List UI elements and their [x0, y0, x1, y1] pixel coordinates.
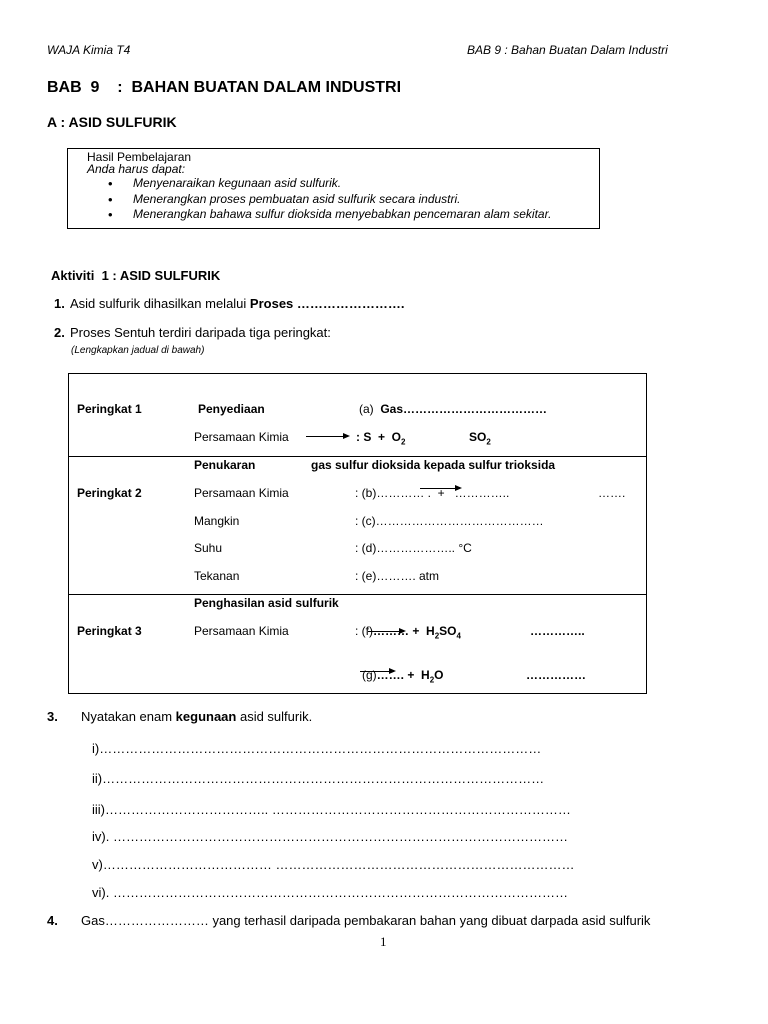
answer-line[interactable]: iii)……………………………….. ……………………………………………………………: [92, 802, 571, 817]
reaction-arrow-icon: [368, 631, 404, 632]
activity-heading: Aktiviti 1 : ASID SULFURIK: [51, 268, 221, 283]
stage1-eq-lhs-sub: 2: [401, 437, 406, 447]
q4-text[interactable]: Gas…………………… yang terhasil daripada pembakaran bahan yang dibuat darpada asid sulfurik: [81, 913, 651, 928]
outcome-item: • Menerangkan proses pembuatan asid sulfurik secara industri.: [108, 192, 551, 208]
stage2-eq-blank[interactable]: : (b)………… . + …………..: [355, 486, 510, 500]
stage1-eq-rhs-text: SO: [469, 430, 487, 444]
table-divider: [69, 456, 646, 457]
answer-line[interactable]: ii)…………………………………………………………………………………………: [92, 771, 545, 786]
temperature-label: Suhu: [194, 541, 223, 555]
q1-answer-blank[interactable]: …………………….: [293, 296, 405, 311]
stage2-eq-tail[interactable]: …….: [598, 486, 626, 500]
q2-number: 2.: [54, 325, 65, 340]
catalyst-blank[interactable]: : (c)……………………………………: [355, 514, 544, 528]
q1-number: 1.: [54, 296, 65, 311]
answer-line[interactable]: iv). ……………………………………………………………………………………………: [92, 829, 568, 844]
stage3-g-label: (g): [362, 668, 377, 682]
q1-bold: Proses: [249, 296, 294, 311]
stage3-f-blank[interactable]: ……… + H: [373, 624, 435, 638]
outcomes-subheading: Anda harus dapat:: [87, 162, 186, 176]
stage1-eq-rhs: [469, 430, 491, 446]
page-title: BAB 9 : BAHAN BUATAN DALAM INDUSTRI: [47, 79, 402, 96]
reaction-arrow-icon: [306, 436, 348, 437]
catalyst-label: Mangkin: [194, 514, 240, 528]
stage2-title-rest: gas sulfur dioksida kepada sulfur trioksida: [311, 458, 556, 472]
q3-suffix: asid sulfurik.: [236, 709, 313, 724]
q4-number: 4.: [47, 913, 58, 928]
stage2-eq-label: Persamaan Kimia: [194, 486, 289, 500]
pressure-blank[interactable]: : (e)………. atm: [355, 569, 440, 583]
answer-line[interactable]: vi). ……………………………………………………………………………………………: [92, 885, 568, 900]
header-right: BAB 9 : Bahan Buatan Dalam Industri: [467, 43, 668, 57]
pressure-label: Tekanan: [194, 569, 240, 583]
q3-number: 3.: [47, 709, 58, 724]
stage3-g-o: O: [434, 668, 444, 682]
section-title: A : ASID SULFURIK: [47, 114, 177, 130]
stage1-a: [359, 402, 547, 416]
stage1-a-blank[interactable]: Gas………………………………: [380, 402, 548, 416]
stage1-eq-rhs-sub: 2: [486, 437, 491, 447]
page-number: 1: [380, 934, 387, 949]
stage3-f-label: : (f): [355, 624, 373, 638]
stage3-label: Peringkat 3: [77, 624, 142, 638]
q2-text: Proses Sentuh terdiri daripada tiga peringkat:: [70, 325, 331, 340]
reaction-arrow-icon: [360, 671, 394, 672]
table-divider: [69, 594, 646, 595]
outcome-item: • Menerangkan bahawa sulfur dioksida menyebabkan pencemaran alam sekitar.: [108, 207, 551, 223]
stage3-title: Penghasilan asid sulfurik: [194, 596, 339, 610]
q3-text: [81, 709, 312, 724]
stage3-f-so: SO: [439, 624, 457, 638]
stage3-g-blank[interactable]: ……. + H: [376, 668, 430, 682]
stage1-eq-lhs: [356, 430, 405, 446]
reaction-arrow-icon: [420, 488, 460, 489]
stage1-eq-label: Persamaan Kimia: [194, 430, 289, 444]
stage3-f-tail[interactable]: …………..: [530, 624, 585, 638]
process-table: [68, 373, 647, 694]
q1-text: [70, 296, 405, 311]
header-left: WAJA Kimia T4: [47, 43, 131, 57]
stage2-label: Peringkat 2: [77, 486, 142, 500]
stage3-eq-f[interactable]: [355, 624, 461, 640]
q3-prefix: Nyatakan enam: [81, 709, 176, 724]
temperature-blank[interactable]: : (d)……………….. °C: [355, 541, 472, 555]
answer-line[interactable]: i)…………………………………………………………………………………………: [92, 741, 542, 756]
stage1-eq-lhs-text: : S + O: [356, 430, 402, 444]
stage3-f-sub4: 4: [456, 631, 461, 641]
q1-prefix: Asid sulfurik dihasilkan melalui: [70, 296, 250, 311]
learning-outcomes-box: [67, 148, 600, 229]
stage1-a-label: (a): [359, 402, 381, 416]
stage1-title: Penyediaan: [198, 402, 265, 416]
q3-bold: kegunaan: [175, 709, 237, 724]
stage3-eq-label: Persamaan Kimia: [194, 624, 289, 638]
outcomes-list: [108, 176, 551, 223]
stage3-g-tail[interactable]: ……………: [526, 668, 586, 682]
outcomes-heading: Hasil Pembelajaran: [87, 150, 192, 164]
outcome-item: • Menyenaraikan kegunaan asid sulfurik.: [108, 176, 551, 192]
q2-note: (Lengkapkan jadual di bawah): [71, 345, 205, 356]
stage3-g-sub: 2: [429, 675, 435, 685]
stage2-title: Penukaran: [194, 458, 256, 472]
stage1-label: Peringkat 1: [77, 402, 142, 416]
stage3-f-sub2: 2: [434, 631, 440, 641]
answer-line[interactable]: v)………………………………… ……………………………………………………………: [92, 857, 575, 872]
